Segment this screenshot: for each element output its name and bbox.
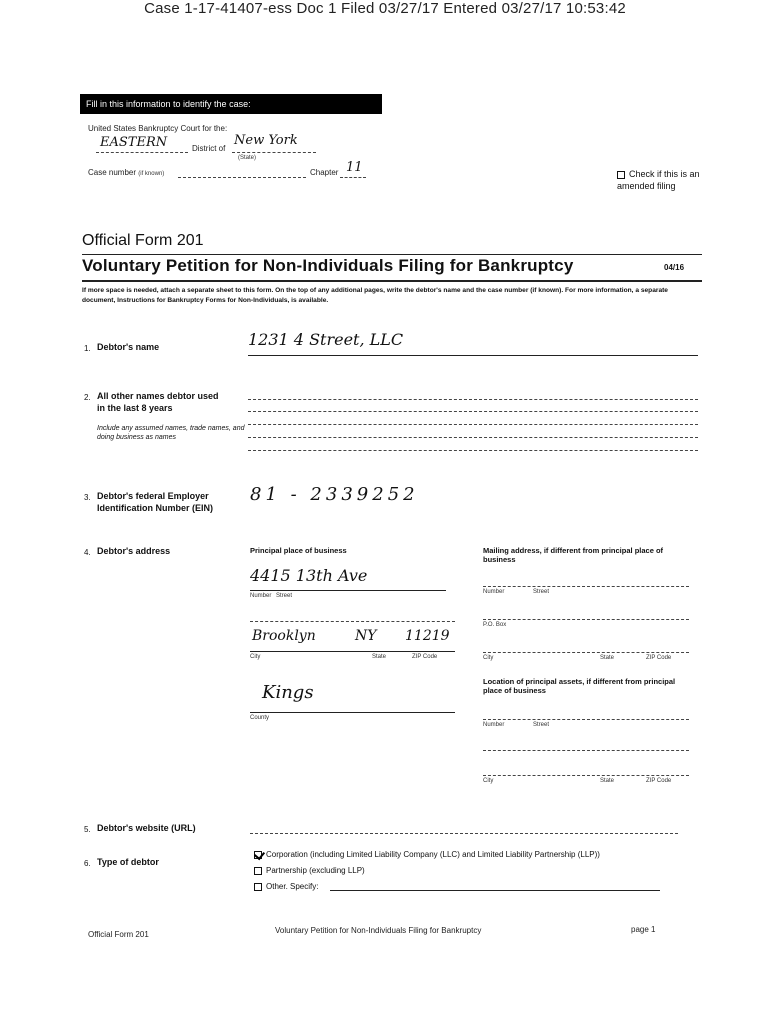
mailing-street-line[interactable] <box>483 586 689 587</box>
q6-number: 6. <box>84 859 91 868</box>
mailing-pobox-line[interactable] <box>483 619 689 620</box>
other-names-line-4[interactable] <box>248 437 698 438</box>
other-names-line-3[interactable] <box>248 424 698 425</box>
mailing-number-label: Number <box>483 589 505 595</box>
form-version: 04/16 <box>664 263 685 272</box>
debtor-type-corporation[interactable]: Corporation (including Limited Liability Company (LLC) and Limited Liability Partnership (LLP)) <box>254 850 600 859</box>
partnership-checkbox[interactable] <box>254 867 262 875</box>
assets-zip-label: ZIP Code <box>646 778 672 784</box>
q5-number: 5. <box>84 825 91 834</box>
footer-page: page 1 <box>631 925 656 934</box>
debtor-type-other[interactable]: Other. Specify: <box>254 882 318 891</box>
other-specify-field[interactable] <box>330 890 660 891</box>
assets-street-label: Street <box>533 722 550 728</box>
case-stamp: Case 1-17-41407-ess Doc 1 Filed 03/27/17 Entered 03/27/17 10:53:42 <box>144 0 626 17</box>
q2-label-line1: All other names debtor used <box>97 391 219 401</box>
assets-number-label: Number <box>483 722 505 728</box>
footer-title: Voluntary Petition for Non-Individuals Filing for Bankruptcy <box>275 926 482 935</box>
other-names-line-1[interactable] <box>248 399 698 400</box>
mailing-street-label: Street <box>533 589 550 595</box>
mailing-city-label: City <box>483 655 494 661</box>
q1-label: Debtor's name <box>97 342 160 352</box>
assets-location-heading: Location of principal assets, if different from principal place of business <box>483 677 676 695</box>
principal-county-value[interactable]: Kings <box>262 682 314 703</box>
principal-county-label: County <box>250 715 270 721</box>
court-label: United States Bankruptcy Court for the: <box>88 124 228 133</box>
principal-city-value[interactable]: Brooklyn <box>252 628 316 644</box>
assets-line-2[interactable] <box>483 750 689 751</box>
q4-number: 4. <box>84 548 91 557</box>
mailing-state-label: State <box>600 655 615 661</box>
chapter-value: 11 <box>346 160 363 175</box>
debtor-name-value[interactable]: 1231 4 Street, LLC <box>248 330 404 349</box>
q2-instructions: Include any assumed names, trade names, and doing business as names <box>97 425 245 441</box>
mailing-zip-label: ZIP Code <box>646 655 672 661</box>
district-of-label: District of <box>192 144 226 153</box>
other-names-line-2[interactable] <box>248 411 698 412</box>
q3-label-line2: Identification Number (EIN) <box>97 503 214 513</box>
principal-number-label: Number <box>250 593 272 599</box>
principal-street-value[interactable]: 4415 13th Ave <box>250 566 368 585</box>
corporation-checkbox[interactable] <box>254 851 262 859</box>
state-sublabel: (State) <box>238 155 257 161</box>
ein-value[interactable]: 81 - 2339252 <box>250 484 419 505</box>
amended-checkbox[interactable] <box>617 171 625 179</box>
principal-city-label: City <box>250 654 261 660</box>
principal-state-value[interactable]: NY <box>355 628 377 644</box>
principal-zip-label: ZIP Code <box>412 654 438 660</box>
case-info-bar: Fill in this information to identify the case: <box>80 94 382 114</box>
state-value: New York <box>234 133 298 148</box>
mailing-pobox-label: P.O. Box <box>483 622 507 628</box>
q2-number: 2. <box>84 393 91 402</box>
chapter-label: Chapter <box>310 168 339 177</box>
q4-label: Debtor's address <box>97 546 171 556</box>
assets-state-label: State <box>600 778 615 784</box>
footer-form-name: Official Form 201 <box>88 930 149 939</box>
amended-filing-option[interactable]: Check if this is an amended filing <box>617 169 700 191</box>
form-name: Official Form 201 <box>82 232 204 249</box>
mailing-city-line[interactable] <box>483 652 689 653</box>
q6-label: Type of debtor <box>97 857 159 867</box>
form-title: Voluntary Petition for Non-Individuals Filing for Bankruptcy <box>82 256 574 275</box>
principal-place-heading: Principal place of business <box>250 546 347 555</box>
q3-number: 3. <box>84 493 91 502</box>
principal-state-label: State <box>372 654 387 660</box>
assets-city-line[interactable] <box>483 775 689 776</box>
mailing-address-heading: Mailing address, if different from principal place of business <box>483 546 664 564</box>
q5-label: Debtor's website (URL) <box>97 823 196 833</box>
assets-street-line[interactable] <box>483 719 689 720</box>
q3-label-line1: Debtor's federal Employer <box>97 491 209 501</box>
case-number-label: Case number (if known) <box>88 168 165 177</box>
form-instructions: If more space is needed, attach a separate sheet to this form. On the top of any additional pages, write the debtor's name and the case number (if known). For more information, a separate document, Instructions for Bankruptcy Forms for Non-Individuals, is available. <box>82 287 668 304</box>
other-checkbox[interactable] <box>254 883 262 891</box>
q2-label-line2: in the last 8 years <box>97 403 173 413</box>
other-names-line-5[interactable] <box>248 450 698 451</box>
district-value: EASTERN <box>100 135 168 150</box>
principal-zip-value[interactable]: 11219 <box>405 628 450 644</box>
debtor-type-partnership[interactable]: Partnership (excluding LLP) <box>254 866 365 875</box>
website-field[interactable] <box>250 833 678 834</box>
principal-street-label: Street <box>276 593 293 599</box>
assets-city-label: City <box>483 778 494 784</box>
q1-number: 1. <box>84 344 91 353</box>
